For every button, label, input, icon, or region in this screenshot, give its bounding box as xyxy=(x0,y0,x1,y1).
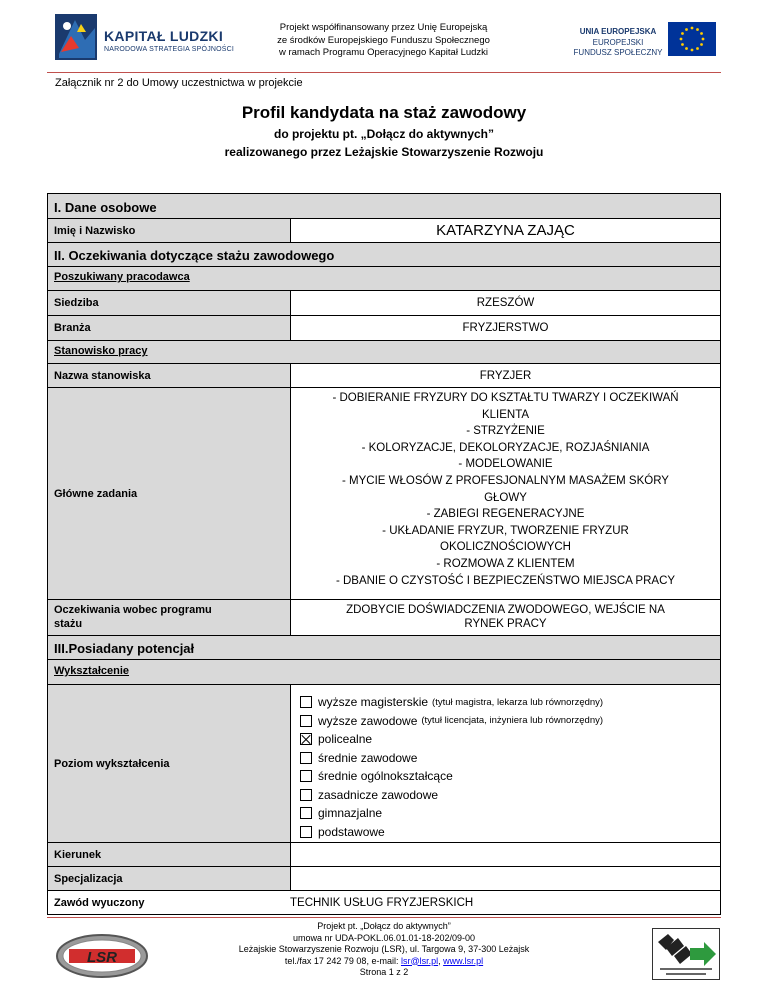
svg-text:LSR: LSR xyxy=(87,949,117,966)
education-option[interactable]: średnie zawodowe xyxy=(300,749,720,768)
eu-star-icon xyxy=(696,47,699,50)
education-option[interactable]: wyższe magisterskie (tytuł magistra, lekarza lub równorzędny) xyxy=(300,693,720,712)
eu-star-icon xyxy=(691,27,694,30)
task-line: KLIENTA xyxy=(481,408,530,421)
education-option[interactable]: wyższe zawodowe (tytuł licencjata, inżyniera lub równorzędny) xyxy=(300,712,720,731)
task-line: - STRZYŻENIE xyxy=(466,425,545,438)
education-option[interactable]: średnie ogólnokształcące xyxy=(300,767,720,786)
section-personal-data: I. Dane osobowe xyxy=(48,194,720,218)
task-line: - DOBIERANIE FRYZURY DO KSZTAŁTU TWARZY I OCZEKIWAŃ xyxy=(332,392,679,404)
page-number: Strona 1 z 2 xyxy=(359,967,409,977)
section-potential: III.Posiadany potencjał xyxy=(48,635,720,659)
row-program-expectations: Oczekiwania wobec programu stażu ZDOBYCIE DOŚWIADCZENIA ZWODOWEGO, WEJŚCIE NA RYNEK PRACY xyxy=(48,599,720,635)
education-option[interactable]: podstawowe xyxy=(300,823,720,842)
row-profession: Zawód wyuczony TECHNIK USŁUG FRYZJERSKICH xyxy=(48,890,720,914)
subsection-employer: Poszukiwany pracodawca xyxy=(48,266,720,290)
profession-value: TECHNIK USŁUG FRYZJERSKICH xyxy=(290,891,720,914)
row-education-level: Poziom wykształcenia wyższe magisterskie (tytuł magistra, lekarza lub równorzędny) wyższe zawodowe (tytuł licencjata, inżyniera lub równorzędny) policealne średnie zawodowe średnie ogólnokształcące zasadnicze zawodowe gimnazjalne podstawowe xyxy=(48,684,720,842)
header-divider xyxy=(47,72,721,73)
eu-flag-icon xyxy=(668,22,716,56)
task-line: - DBANIE O CZYSTOŚĆ I BEZPIECZEŃSTWO MIEJSCA PRACY xyxy=(335,574,676,587)
row-position-name: Nazwa stanowiska FRYZJER xyxy=(48,363,720,387)
footer-divider xyxy=(47,917,721,918)
task-line: - ROZMOWA Z KLIENTEM xyxy=(436,557,575,570)
eu-star-icon xyxy=(685,28,688,31)
checkbox-icon[interactable] xyxy=(300,770,312,782)
checkbox-icon[interactable] xyxy=(300,715,312,727)
position-name-value: FRYZJER xyxy=(290,364,720,387)
row-specialization: Specjalizacja xyxy=(48,866,720,890)
eu-star-icon xyxy=(696,28,699,31)
checkbox-icon[interactable] xyxy=(300,807,312,819)
program-expectations-value: ZDOBYCIE DOŚWIADCZENIA ZWODOWEGO, WEJŚCIE NA RYNEK PRACY xyxy=(290,600,720,635)
education-option[interactable]: zasadnicze zawodowe xyxy=(300,786,720,805)
education-option[interactable]: gimnazjalne xyxy=(300,804,720,823)
organizer-subtitle: realizowanego przez Leżajskie Stowarzyszenie Rozwoju xyxy=(224,145,544,159)
logo-title: KAPITAŁ LUDZKI xyxy=(104,28,224,44)
seat-value: RZESZÓW xyxy=(290,291,720,315)
candidate-profile-table xyxy=(47,193,721,915)
row-full-name: Imię i Nazwisko KATARZYNA ZAJĄC xyxy=(48,218,720,242)
checked-checkbox-icon[interactable] xyxy=(300,733,312,745)
row-direction: Kierunek xyxy=(48,842,720,866)
subsection-position: Stanowisko pracy xyxy=(48,340,720,363)
row-main-tasks: Główne zadania - DOBIERANIE FRYZURY DO KSZTAŁTU TWARZY I OCZEKIWAŃ KLIENTA - STRZYŻENIE - KOLORYZACJE, DEKOLORYZACJE, ROZJAŚNIANIA - MODELOWANIE - MYCIE WŁOSÓW Z PROFESJONALNYM MASAŻEM SKÓRY GŁOWY - ZABIEGI REGENERACYJNE - UKŁADANIE FRYZUR, TWORZENIE FRYZUR OKOLICZNOŚCIOWYCH - ROZMOWA Z KLIENTEM - DBANIE O CZYSTOŚĆ I BEZPIECZEŃSTWO MIEJSCA PRACY xyxy=(48,387,720,599)
eu-fund-label: UNIA EUROPEJSKA EUROPEJSKI FUNDUSZ SPOŁECZNY xyxy=(573,27,663,57)
direction-value xyxy=(290,843,720,866)
checkbox-icon[interactable] xyxy=(300,752,312,764)
website-link[interactable]: www.lsr.pl xyxy=(443,955,484,966)
annex-note: Załącznik nr 2 do Umowy uczestnictwa w projekcie xyxy=(55,77,303,89)
eu-star-icon xyxy=(680,38,683,41)
task-line: - KOLORYZACJE, DEKOLORYZACJE, ROZJAŚNIANIA xyxy=(361,441,650,454)
task-line: OKOLICZNOŚCIOWYCH xyxy=(440,541,571,554)
full-name-value: KATARZYNA ZAJĄC xyxy=(290,219,720,242)
logo-subtitle: NARODOWA STRATEGIA SPÓJNOŚCI xyxy=(104,46,235,53)
eu-star-icon xyxy=(681,43,684,46)
subsection-education: Wykształcenie xyxy=(48,659,720,684)
task-line: GŁOWY xyxy=(484,491,527,504)
row-seat: Siedziba RZESZÓW xyxy=(48,290,720,315)
checkbox-icon[interactable] xyxy=(300,696,312,708)
eu-star-icon xyxy=(691,49,694,52)
project-subtitle: do projektu pt. „Dołącz do aktywnych” xyxy=(273,127,495,141)
page-title: Profil kandydata na staż zawodowy xyxy=(241,103,527,122)
main-tasks-list xyxy=(290,388,720,599)
checkbox-icon[interactable] xyxy=(300,826,312,838)
task-line: - ZABIEGI REGENERACYJNE xyxy=(426,508,585,521)
eu-star-icon xyxy=(700,32,703,35)
task-line: - MODELOWANIE xyxy=(458,458,553,471)
eu-star-icon xyxy=(681,32,684,35)
task-line: - MYCIE WŁOSÓW Z PROFESJONALNYM MASAŻEM SKÓRY xyxy=(342,474,669,487)
email-link[interactable]: lsr@lsr.pl xyxy=(400,955,439,966)
labour-office-logo-icon xyxy=(652,928,720,980)
section-expectations: II. Oczekiwania dotyczące stażu zawodowego xyxy=(48,242,720,266)
education-level-options xyxy=(290,685,720,842)
row-industry: Branża FRYZJERSTWO xyxy=(48,315,720,340)
eu-star-icon xyxy=(685,47,688,50)
eu-star-icon xyxy=(700,43,703,46)
checkbox-icon[interactable] xyxy=(300,789,312,801)
industry-value: FRYZJERSTWO xyxy=(290,316,720,340)
education-option[interactable]: policealne xyxy=(300,730,720,749)
task-line: - UKŁADANIE FRYZUR, TWORZENIE FRYZUR xyxy=(382,524,629,537)
footer-text: Projekt pt. „Dołącz do aktywnych” umowa nr UDA-POKL.06.01.01-18-202/09-00 Leżajskie Stowarzyszenie Rozwoju (LSR), ul. Targowa 9, 37-300 Leżajsk tel./fax 17 242 79 08, e-mail: lsr@lsr.pl, www.lsr.pl Strona 1 z 2 xyxy=(200,921,568,979)
cofinancing-note: Projekt współfinansowany przez Unię Europejską ze środków Europejskiego Funduszu Społecznego w ramach Programu Operacyjnego Kapitał Ludzki xyxy=(277,22,490,58)
eu-star-icon xyxy=(702,38,705,41)
specialization-value xyxy=(290,867,720,890)
lsr-logo-icon xyxy=(55,932,150,980)
